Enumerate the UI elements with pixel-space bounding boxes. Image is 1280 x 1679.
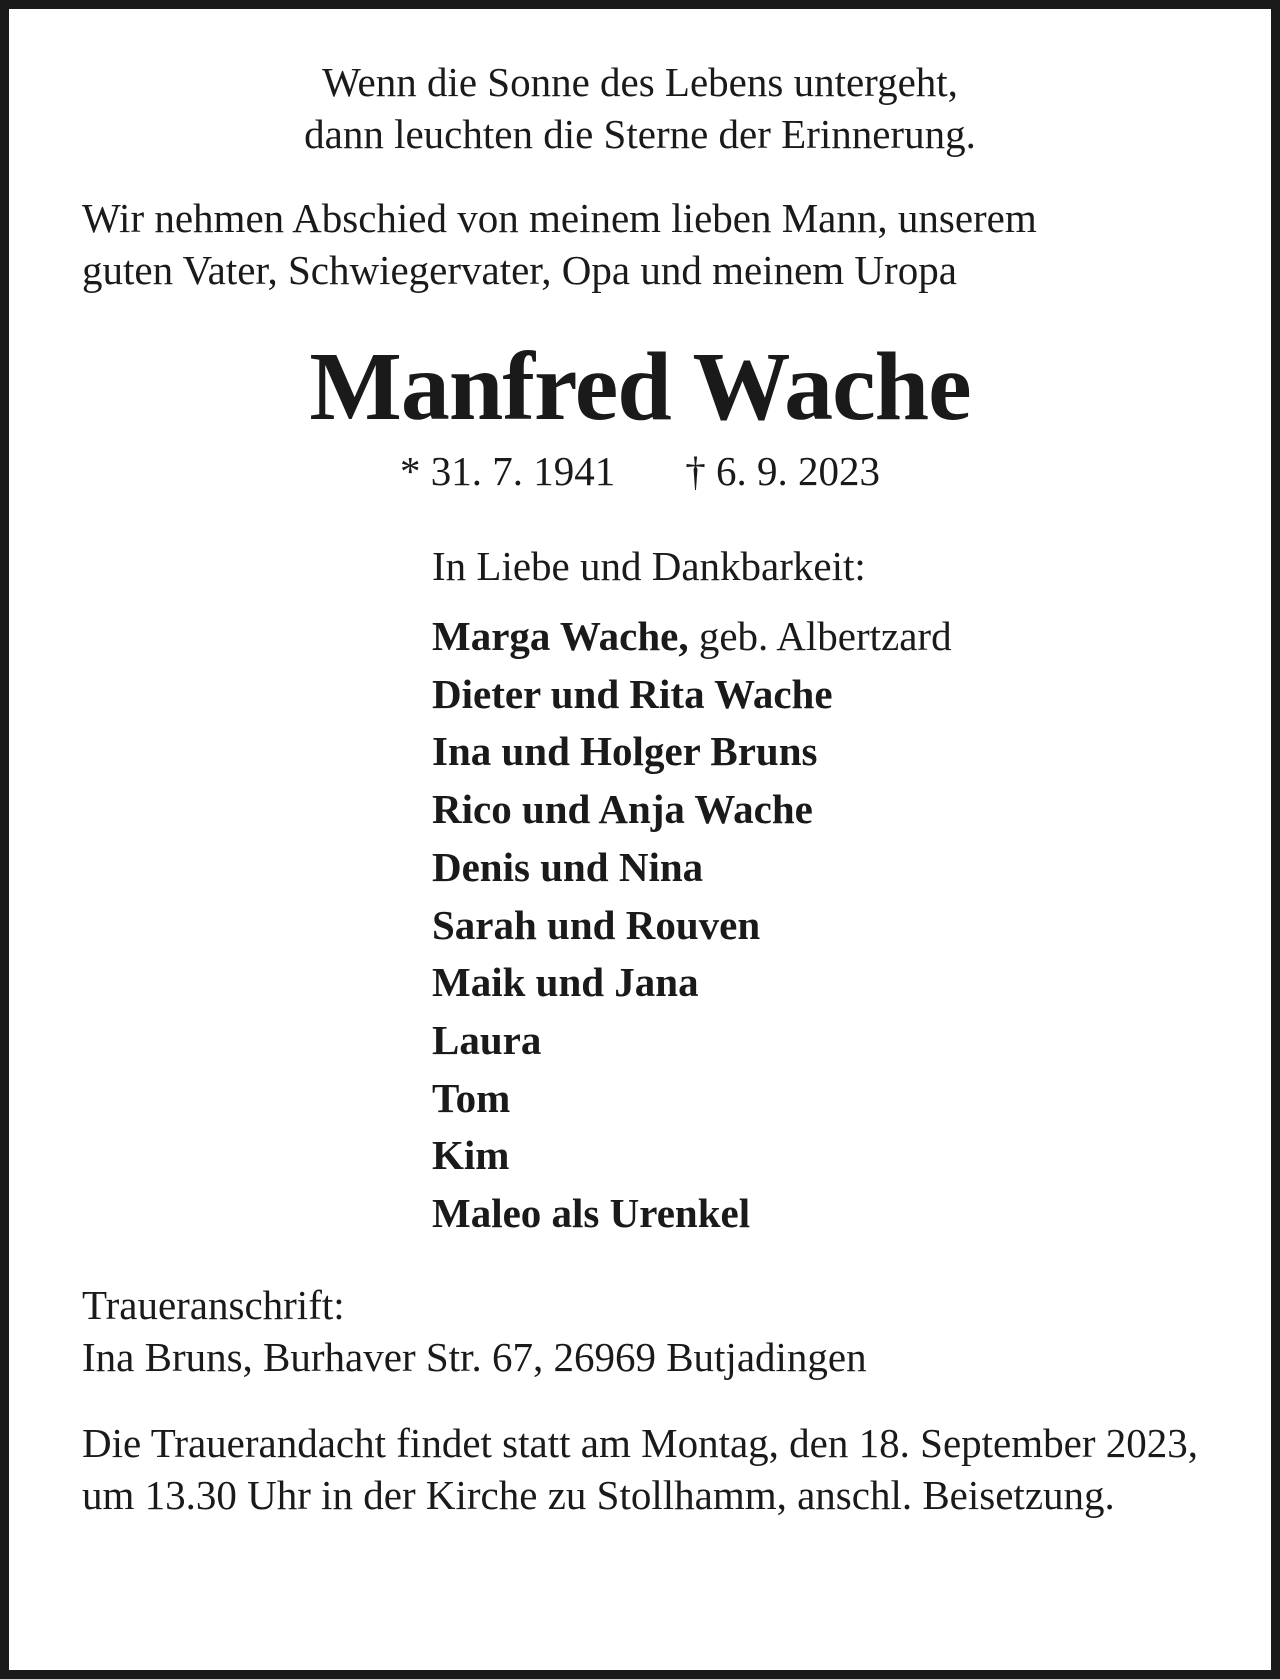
intro-line-1: Wir nehmen Abschied von meinem lieben Mann, unserem [82,195,1037,241]
motto-line-1: Wenn die Sonne des Lebens untergeht, [322,59,958,105]
mourner-entry [432,954,1198,1012]
mourner-name: Kim [432,1132,510,1179]
mourner-name: Denis und Nina [432,843,704,890]
mourner-name: Maleo als Urenkel [432,1190,751,1237]
intro-line-2: guten Vater, Schwiegervater, Opa und meinem Uropa [82,247,957,293]
mourner-entry [432,1070,1198,1128]
mourner-name: Marga Wache, [432,613,689,659]
deceased-name: Manfred Wache [309,333,971,441]
mourner-entry [432,781,1198,839]
mourners-section [432,540,1198,1243]
mourners-heading: In Liebe und Dankbarkeit: [432,543,866,589]
death-date: † 6. 9. 2023 [685,448,880,494]
mourner-name: Tom [432,1074,511,1121]
mourner-maiden-name: geb. Albertzard [688,613,952,659]
mourner-name: Dieter und Rita Wache [432,670,833,717]
mourning-address [82,1279,1198,1383]
service-announcement: Die Trauerandacht findet statt am Montag, den 18. September 2023, um 13.30 Uhr in der Kirche zu Stollhamm, anschl. Beisetzung. [82,1419,1198,1518]
obituary-notice [82,56,1198,1521]
birth-date: * 31. 7. 1941 [400,448,616,494]
mourner-name: Rico und Anja Wache [432,786,813,833]
mourner-entry [432,723,1198,781]
address-value: Ina Bruns, Burhaver Str. 67, 26969 Butjadingen [82,1333,867,1380]
mourner-name: Ina und Holger Bruns [432,728,818,775]
mourner-entry [432,666,1198,724]
address-label: Traueranschrift: [82,1281,345,1328]
life-dates [82,446,1198,496]
mourner-entry [432,1127,1198,1185]
motto [82,56,1198,160]
mourner-entry [432,1012,1198,1070]
farewell-intro [82,192,1198,296]
mourner-entry [432,608,1198,666]
mourner-name: Laura [432,1016,542,1063]
mourner-name: Sarah und Rouven [432,901,761,948]
motto-line-2: dann leuchten die Sterne der Erinnerung. [304,111,976,157]
mourner-name: Maik und Jana [432,959,699,1006]
mourner-entry [432,897,1198,955]
mourner-entry [432,1185,1198,1243]
mourner-entry [432,839,1198,897]
